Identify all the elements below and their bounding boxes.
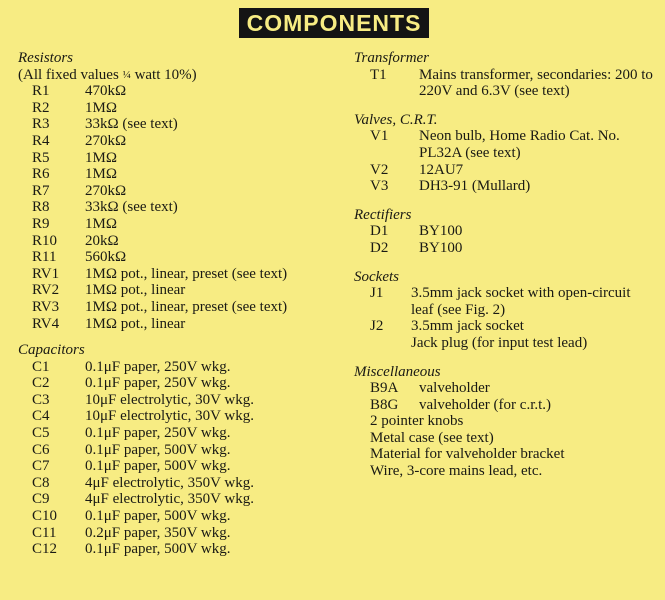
misc-item: Wire, 3-core mains lead, etc. [370,463,543,480]
component-desc: 1MΩ pot., linear [85,315,186,332]
miscellaneous-lines [354,413,654,479]
component-ref: R2 [32,99,50,116]
component-row [18,233,323,250]
component-ref: R6 [32,166,50,183]
component-row [18,491,323,508]
component-desc: 1MΩ pot., linear, preset (see text) [85,298,288,315]
component-desc: 0.1μF paper, 500V wkg. [85,541,231,558]
component-ref: V2 [370,161,389,178]
component-row [18,525,323,542]
component-desc: 20kΩ [85,232,119,249]
section-heading-valves: Valves, C.R.T. [354,111,438,128]
component-ref: R1 [32,83,50,100]
component-ref: V1 [370,128,389,145]
component-row [18,216,323,233]
component-ref: B8G [370,396,399,413]
component-ref: C6 [32,441,50,458]
misc-item: Metal case (see text) [370,429,494,446]
component-ref: C5 [32,425,50,442]
component-row [18,282,323,299]
component-row [18,83,323,100]
component-desc: 12AU7 [419,161,464,178]
component-ref: C4 [32,408,50,425]
component-desc: 0.1μF paper, 500V wkg. [85,508,231,525]
component-ref: C10 [32,508,58,525]
component-ref: V3 [370,178,389,195]
component-desc: 0.1μF paper, 500V wkg. [85,458,231,475]
component-ref: C3 [32,391,50,408]
component-desc: 560kΩ [85,249,127,266]
component-ref: C11 [32,524,57,541]
component-ref: J1 [370,285,384,302]
transformer-list [354,67,654,100]
component-row [18,375,323,392]
quarter-fraction: ¼ [122,68,131,81]
component-row [354,285,654,318]
section-heading-capacitors: Capacitors [18,342,85,359]
component-row [18,183,323,200]
component-ref: J2 [370,318,384,335]
component-desc: 270kΩ [85,132,127,149]
component-desc: 1MΩ pot., linear [85,282,186,299]
component-ref: C9 [32,491,50,508]
component-row [18,299,323,316]
component-desc: 33kΩ (see text) [85,199,178,216]
component-desc: 470kΩ [85,83,127,100]
component-ref: RV2 [32,282,60,299]
rectifier-list [354,223,654,256]
component-desc: 0.2μF paper, 350V wkg. [85,524,231,541]
component-desc: 0.1μF paper, 500V wkg. [85,441,231,458]
component-row [18,150,323,167]
component-row [18,508,323,525]
component-row [18,425,323,442]
component-ref: C2 [32,375,50,392]
component-row [18,442,323,459]
component-desc: DH3-91 (Mullard) [419,178,531,195]
component-desc: Neon bulb, Home Radio Cat. No. PL32A (see text) [419,128,620,161]
component-row [18,199,323,216]
resistor-list [18,83,323,332]
component-desc: 4μF electrolytic, 350V wkg. [85,474,254,491]
component-row [18,100,323,117]
component-row [354,223,654,240]
component-ref: R10 [32,232,58,249]
component-row [18,266,323,283]
misc-item: Material for valveholder bracket [370,446,565,463]
component-ref: RV4 [32,315,60,332]
component-row [354,128,654,161]
component-ref: C8 [32,474,50,491]
component-row [354,380,654,397]
component-desc: 3.5mm jack socket with open-circuit leaf (see Fig. 2) [411,285,631,318]
resistor-note: (All fixed values ¼ watt 10%) [18,66,197,83]
component-desc: BY100 [419,239,463,256]
component-desc: 3.5mm jack socket [411,318,524,335]
section-heading-miscellaneous: Miscellaneous [354,363,441,380]
component-ref: R3 [32,116,50,133]
component-ref: R9 [32,215,50,232]
component-ref: D1 [370,223,389,240]
valve-list [354,128,654,194]
section-heading-rectifiers: Rectifiers [354,206,412,223]
component-ref: R11 [32,249,57,266]
component-ref: D2 [370,239,389,256]
component-desc: 1MΩ [85,166,117,183]
component-ref: R7 [32,182,50,199]
component-ref [354,335,411,352]
right-column [354,50,654,480]
component-ref: C12 [32,541,58,558]
component-row [354,397,654,414]
component-desc: 10μF electrolytic, 30V wkg. [85,391,254,408]
socket-list [354,285,654,351]
component-desc: 1MΩ pot., linear, preset (see text) [85,265,288,282]
section-heading-resistors: Resistors [18,50,74,66]
component-ref: R8 [32,199,50,216]
component-row [354,318,654,335]
component-desc: 1MΩ [85,99,117,116]
component-desc: 4μF electrolytic, 350V wkg. [85,491,254,508]
component-desc: 0.1μF paper, 250V wkg. [85,375,231,392]
capacitor-list [18,359,323,558]
component-desc: valveholder (for c.r.t.) [419,396,552,413]
left-column [18,50,323,558]
component-ref: T1 [370,66,387,83]
component-desc: Mains transformer, secondaries: 200 to 220V and 6.3V (see text) [419,66,653,100]
component-desc: 33kΩ (see text) [85,116,178,133]
component-row [354,67,654,100]
section-heading-sockets: Sockets [354,268,399,285]
component-desc: valveholder [419,380,490,397]
component-desc: BY100 [419,223,463,240]
miscellaneous-list [354,380,654,413]
component-desc: 0.1μF paper, 250V wkg. [85,425,231,442]
component-row [18,458,323,475]
component-row [18,249,323,266]
component-ref: B9A [370,380,399,397]
component-ref: RV1 [32,265,60,282]
section-heading-transformer: Transformer [354,50,430,66]
component-desc: 10μF electrolytic, 30V wkg. [85,408,254,425]
component-desc: Jack plug (for input test lead) [411,334,588,351]
component-row [18,133,323,150]
component-row [18,392,323,409]
component-desc: 1MΩ [85,149,117,166]
component-ref: R5 [32,149,50,166]
component-ref: C1 [32,358,50,375]
component-row [18,408,323,425]
component-desc: 0.1μF paper, 250V wkg. [85,358,231,375]
component-row [18,166,323,183]
component-desc: 270kΩ [85,182,127,199]
component-row [18,475,323,492]
component-row [18,116,323,133]
component-row [18,541,323,558]
misc-item: 2 pointer knobs [370,413,464,430]
component-row [18,316,323,333]
component-row [18,359,323,376]
component-ref: C7 [32,458,50,475]
component-row [354,162,654,179]
component-desc: 1MΩ [85,215,117,232]
page-title: COMPONENTS [239,8,429,38]
component-row [354,178,654,195]
component-ref: RV3 [32,298,60,315]
component-ref: R4 [32,132,50,149]
component-row [354,240,654,257]
component-row [354,335,654,352]
